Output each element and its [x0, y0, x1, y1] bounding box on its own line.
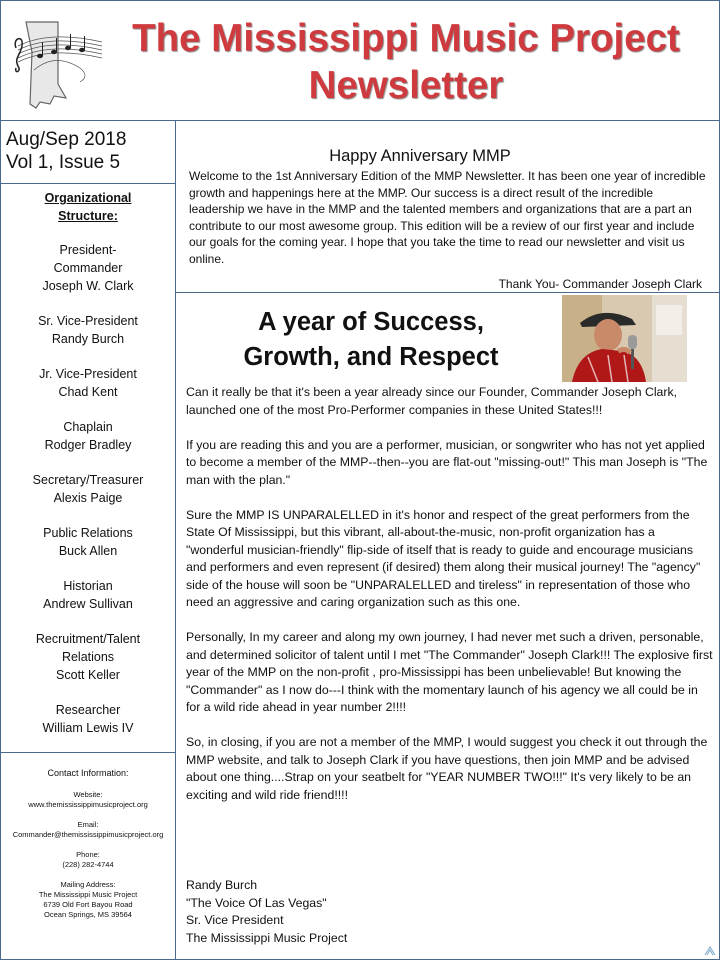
title-line-2: Newsletter	[308, 64, 504, 107]
role-name: Randy Burch	[51, 332, 125, 346]
welcome-body: Welcome to the 1st Anniversary Edition of the MMP Newsletter. It has been one year of incredible growth and happenings here at the MMP. Our success is a direct result of the incredible leadership we have in the MMP and the talented members and organizations that are a part an contribute to our most awesome group. This edition will be a review of our first year and include our goals for the coming year. I hope that you take the time to read our newsletter and visit us online.	[189, 169, 706, 266]
role-item	[2, 577, 174, 613]
role-name: Chad Kent	[58, 385, 118, 399]
phone-label: Phone:	[76, 850, 100, 859]
contact-phone-block	[2, 850, 174, 870]
article-paragraph: If you are reading this and you are a performer, musician, or songwriter who has not yet applied to become a member of the MMP--then--you are flat-out "missing-out!" This man Joseph is "The man with the plan."	[186, 437, 708, 487]
org-heading-line-2: Structure:	[58, 209, 118, 223]
article-paragraph: Personally, In my career and along my own journey, I had never met such a driven, personable, and determined solicitor of talent until I met "The Commander" Joseph Clark!!! The explosive first year of the MMP on the non-profit , pro-Mississippi has been unbelievable! But knowing the "Commander" as I now do---I think with the momentary launch of his agency we all could be in for a wild ride ahead in year number 2!!!!	[186, 630, 713, 714]
role-name: Scott Keller	[56, 668, 120, 682]
article-title-line-1: A year of Success,	[258, 308, 484, 336]
contact-mailing-block	[2, 880, 174, 920]
role-item	[2, 630, 174, 684]
email-label: Email:	[77, 820, 99, 829]
role-name: Alexis Paige	[53, 491, 123, 505]
signature-line: The Mississippi Music Project	[186, 930, 348, 945]
role-title: Secretary/Treasurer	[32, 473, 144, 487]
role-item	[2, 524, 174, 560]
masthead-divider	[0, 120, 720, 121]
role-title: Historian	[63, 579, 113, 593]
role-title: Sr. Vice-President	[38, 314, 138, 328]
article-title-line-2: Growth, and Respect	[243, 343, 499, 371]
welcome-heading: Happy Anniversary MMP	[329, 147, 511, 165]
contact-info	[2, 768, 174, 930]
article-body	[186, 384, 713, 822]
welcome-divider	[175, 292, 720, 293]
signature-line: Sr. Vice President	[186, 913, 284, 927]
role-item	[2, 241, 174, 295]
issue-volume: Vol 1, Issue 5	[6, 152, 121, 173]
role-item	[2, 365, 174, 401]
issue-date: Aug/Sep 2018	[6, 129, 127, 150]
page-corner-icon	[704, 944, 716, 956]
article-signature	[186, 877, 486, 947]
role-name: Andrew Sullivan	[43, 597, 133, 611]
mailing-line-2: 6739 Old Fort Bayou Road	[43, 900, 133, 909]
role-title: Jr. Vice-President	[39, 367, 137, 381]
role-name: Buck Allen	[58, 544, 118, 558]
mississippi-music-note-logo-icon	[10, 12, 110, 112]
email-link[interactable]: Commander@themississippimusicproject.org	[12, 830, 164, 839]
welcome-signoff: Thank You- Commander Joseph Clark	[498, 277, 702, 291]
newsletter-title	[100, 15, 712, 109]
org-roles-list	[2, 241, 174, 754]
title-line-1: The Mississippi Music Project	[132, 17, 680, 60]
role-title: Chaplain	[63, 420, 113, 434]
mailing-label: Mailing Address:	[60, 880, 116, 889]
article-paragraph: So, in closing, if you are not a member of the MMP, I would suggest you check it out through the MMP website, and talk to Joseph Clark if you have questions, then join MMP and be advised about one thing....Strap on your seatbelt for "YEAR NUMBER TWO!!!" It's very likely to be an exciting and wild ride friend!!!!	[186, 735, 708, 802]
role-name: William Lewis IV	[42, 721, 134, 735]
contact-email-block	[2, 820, 174, 840]
issue-divider	[0, 183, 175, 184]
website-link[interactable]: www.themississippimusicproject.org	[28, 800, 148, 809]
mailing-line-3: Ocean Springs, MS 39564	[44, 910, 132, 919]
contact-heading: Contact Information:	[47, 768, 129, 778]
role-name: Joseph W. Clark	[42, 279, 134, 293]
article-paragraph: Sure the MMP IS UNPARALELLED in it's honor and respect of the great performers from the State Of Mississippi, but this vibrant, all-about-the-music, non-profit organization has a "wonderful musician-friendly" flip-side of itself that is ready to guide and encourage musicians and performers and even represent (if desired) them along their musical journey! The "agency" side of the house will soon be "UNPARALELLED and tireless" in representation of those who need an aggressive and caring organization such as this one.	[186, 507, 701, 609]
role-item	[2, 471, 174, 507]
org-structure-heading	[2, 189, 174, 225]
role-title: Recruitment/Talent Relations	[35, 632, 141, 664]
contact-website-block	[2, 790, 174, 810]
signature-line: Randy Burch	[186, 878, 258, 892]
role-title: Public Relations	[43, 526, 133, 540]
role-name: Rodger Bradley	[44, 438, 132, 452]
mailing-line-1: The Mississippi Music Project	[38, 890, 138, 899]
org-heading-line-1: Organizational	[44, 191, 132, 205]
signature-line: "The Voice Of Las Vegas"	[186, 895, 327, 910]
sidebar-divider	[175, 120, 176, 960]
performer-singing-photo	[562, 295, 687, 382]
role-item	[2, 312, 174, 348]
role-title: Researcher	[55, 703, 121, 717]
role-item	[2, 701, 174, 737]
phone-number: (228) 282-4744	[62, 860, 114, 869]
role-item	[2, 418, 174, 454]
article-paragraph: Can it really be that it's been a year already since our Founder, Commander Joseph Clark, launched one of the most Pro-Performer companies in these United States!!!	[186, 385, 678, 417]
website-label: Website:	[73, 790, 103, 799]
article-title	[186, 305, 556, 375]
role-title: President- Commander	[53, 243, 123, 275]
issue-info	[6, 128, 174, 174]
